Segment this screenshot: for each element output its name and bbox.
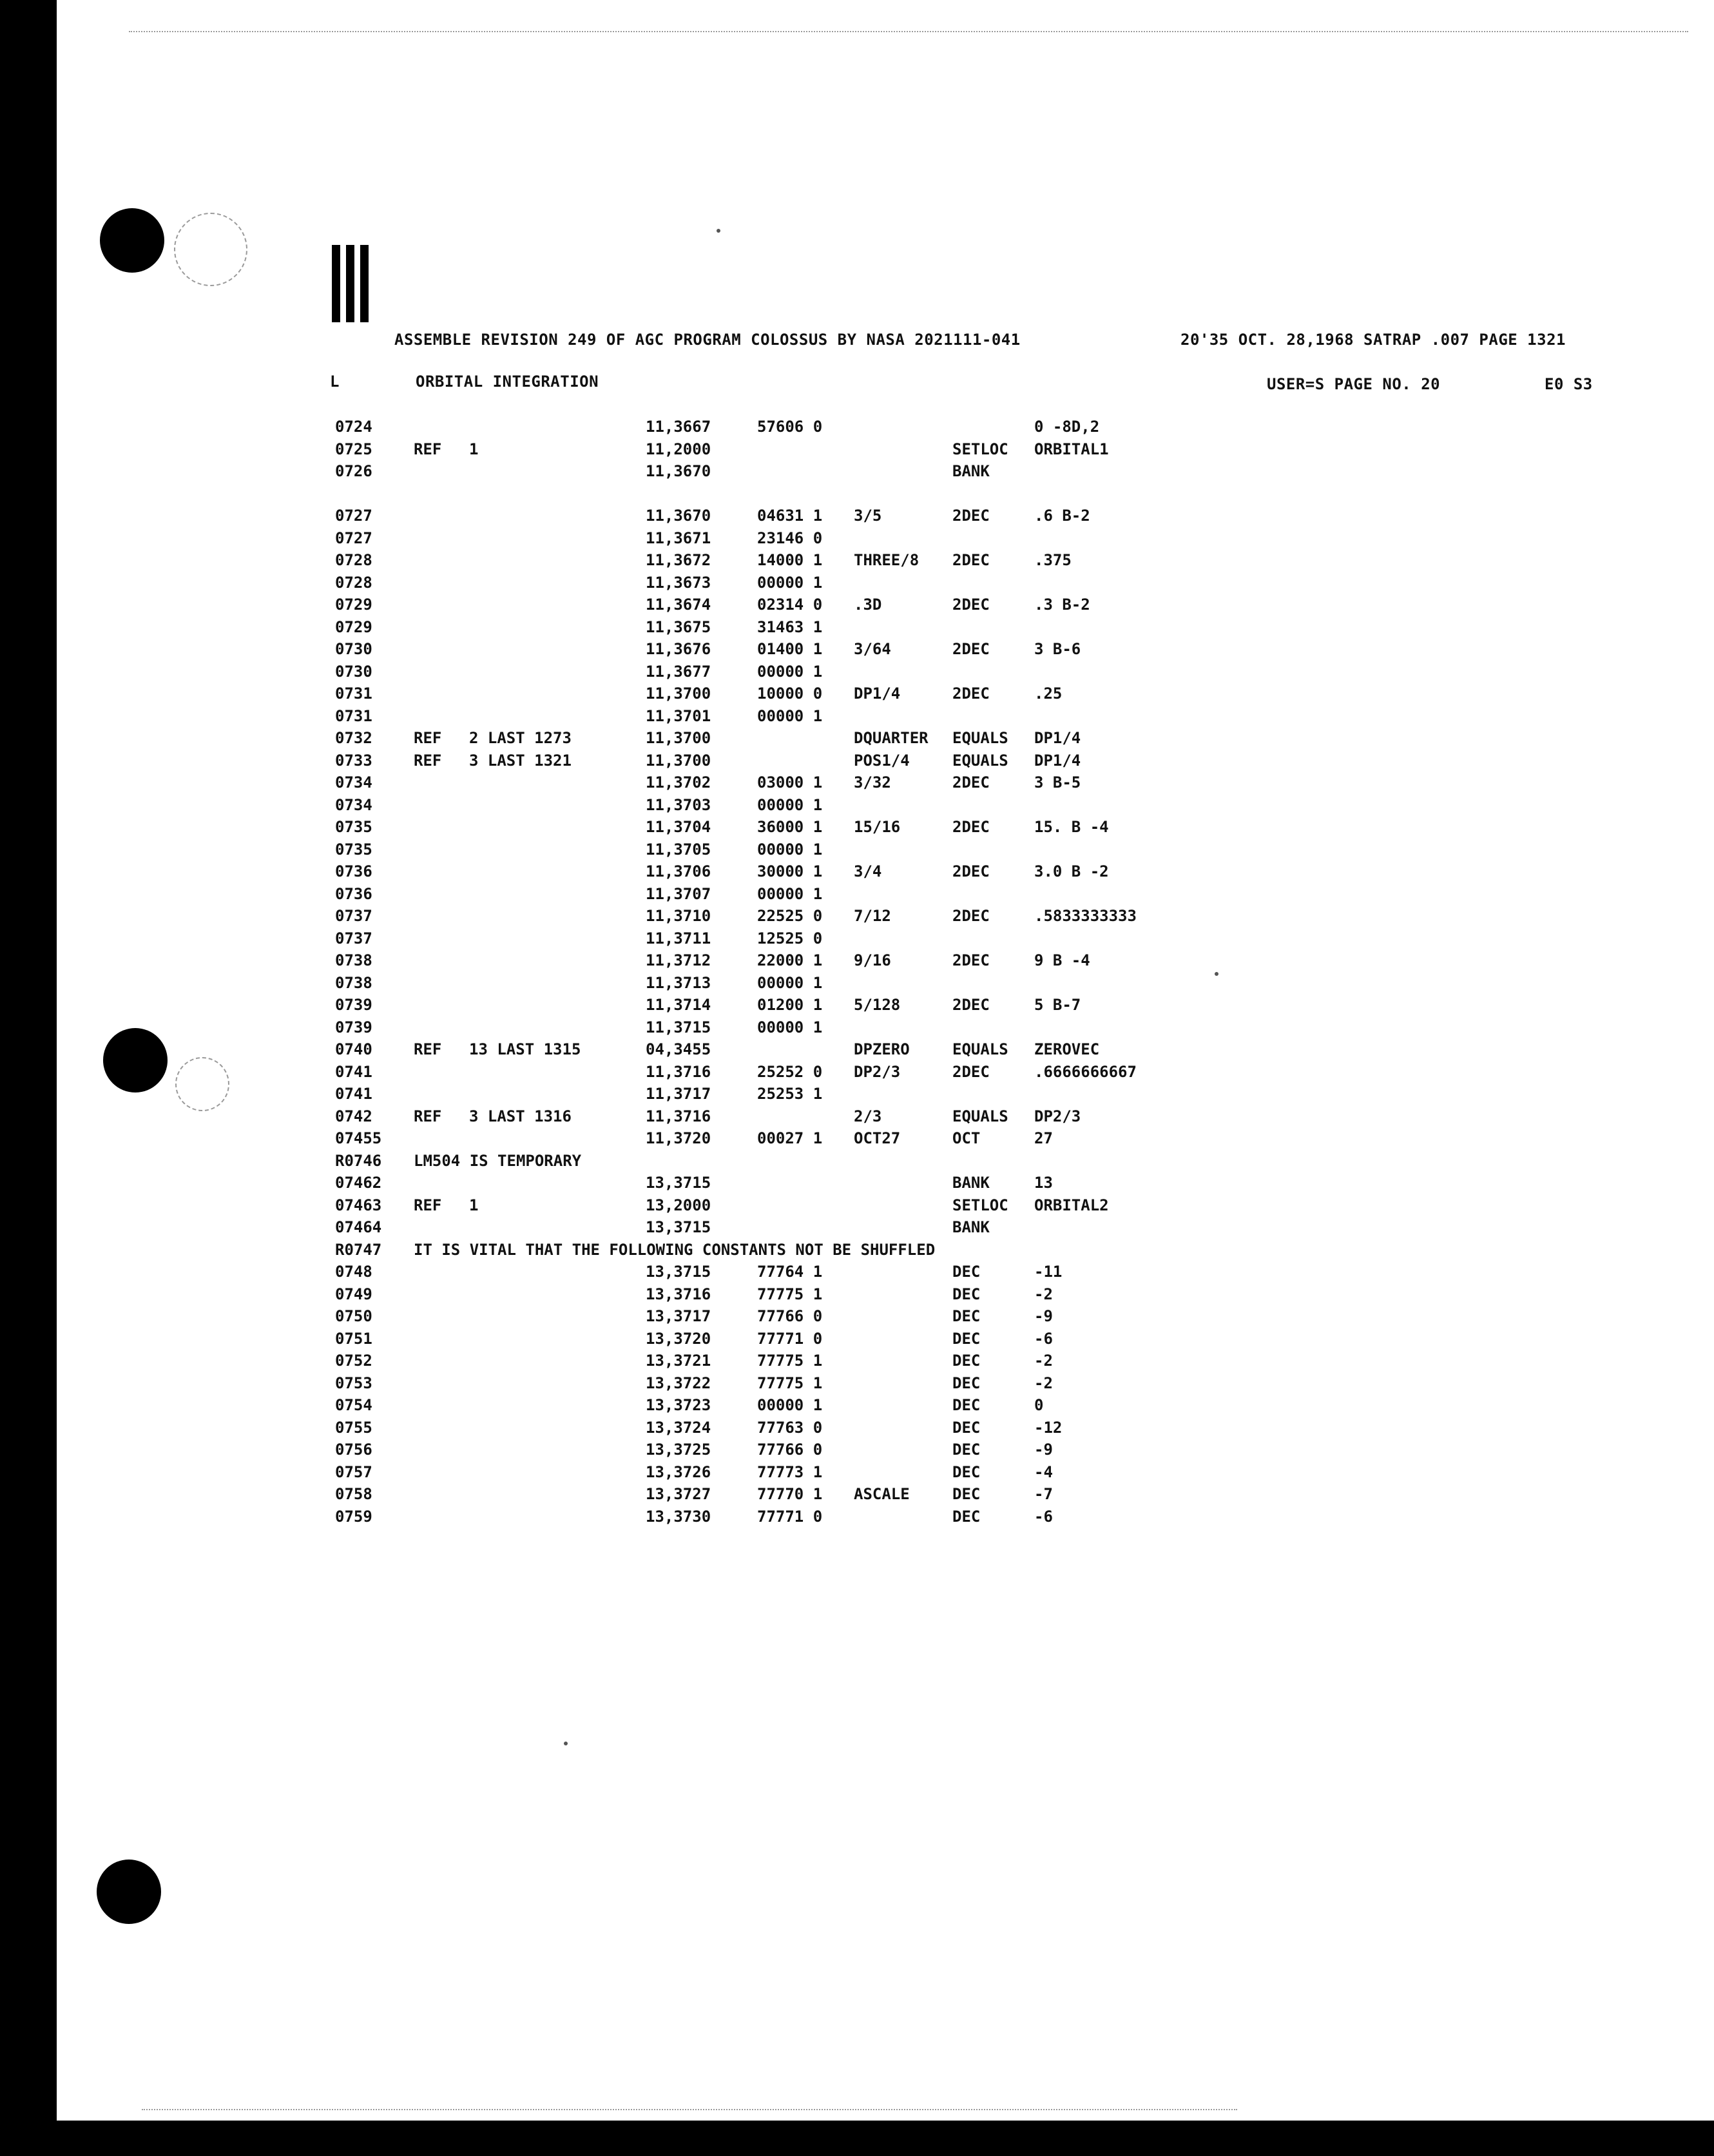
instruction: DEC bbox=[952, 1263, 981, 1281]
line-number: 0748 bbox=[335, 1263, 372, 1281]
ref-args: 3 LAST 1316 bbox=[469, 1107, 572, 1125]
line-number: 0738 bbox=[335, 973, 372, 992]
ref-marker: REF bbox=[414, 729, 442, 747]
address: 11,3667 bbox=[646, 418, 711, 436]
symbol-label: ASCALE bbox=[854, 1485, 910, 1503]
address: 13,3715 bbox=[646, 1263, 711, 1281]
header-mark-l: L bbox=[330, 373, 340, 391]
line-number: 0726 bbox=[335, 462, 372, 480]
line-number: 0727 bbox=[335, 529, 372, 547]
address: 13,3726 bbox=[646, 1462, 711, 1481]
operand: 0 bbox=[1034, 1396, 1044, 1414]
instruction: 2DEC bbox=[952, 507, 990, 525]
operand: ORBITAL1 bbox=[1034, 440, 1109, 458]
address: 11,3674 bbox=[646, 596, 711, 614]
object-code: 77771 0 bbox=[757, 1329, 823, 1348]
address: 13,3727 bbox=[646, 1485, 711, 1503]
listing-row bbox=[0, 418, 1714, 440]
operand: .6 B-2 bbox=[1034, 507, 1090, 525]
line-number: 0727 bbox=[335, 507, 372, 525]
object-code: 00000 1 bbox=[757, 1018, 823, 1036]
operand: 15. B -4 bbox=[1034, 818, 1109, 836]
instruction: OCT bbox=[952, 1129, 981, 1147]
operand: .6666666667 bbox=[1034, 1062, 1137, 1081]
ref-args: 1 bbox=[469, 1196, 479, 1214]
instruction: DEC bbox=[952, 1285, 981, 1303]
scan-speck bbox=[717, 229, 720, 233]
operand: -6 bbox=[1034, 1507, 1053, 1526]
listing-row bbox=[0, 1330, 1714, 1352]
instruction: DEC bbox=[952, 1507, 981, 1526]
address: 11,3676 bbox=[646, 640, 711, 658]
listing-row bbox=[0, 1129, 1714, 1152]
instruction: BANK bbox=[952, 1218, 990, 1236]
header-user-page: USER=S PAGE NO. 20 bbox=[1267, 375, 1441, 393]
instruction: DEC bbox=[952, 1396, 981, 1414]
instruction: DEC bbox=[952, 1462, 981, 1481]
symbol-label: 15/16 bbox=[854, 818, 901, 836]
line-number: 0752 bbox=[335, 1352, 372, 1370]
punch-hole-top bbox=[100, 208, 164, 273]
address: 11,3701 bbox=[646, 706, 711, 725]
instruction: 2DEC bbox=[952, 996, 990, 1014]
object-code: 57606 0 bbox=[757, 418, 823, 436]
object-code: 23146 0 bbox=[757, 529, 823, 547]
line-number: 0731 bbox=[335, 706, 372, 725]
listing-row bbox=[0, 1352, 1714, 1374]
address: 11,3700 bbox=[646, 751, 711, 770]
line-number: 0754 bbox=[335, 1396, 372, 1414]
line-number: R0746 bbox=[335, 1151, 382, 1170]
instruction: 2DEC bbox=[952, 596, 990, 614]
instruction: DEC bbox=[952, 1329, 981, 1348]
operand: 27 bbox=[1034, 1129, 1053, 1147]
listing-row bbox=[0, 551, 1714, 574]
line-number: 0759 bbox=[335, 1507, 372, 1526]
line-number: 0750 bbox=[335, 1307, 372, 1325]
address: 13,3717 bbox=[646, 1307, 711, 1325]
object-code: 77770 1 bbox=[757, 1485, 823, 1503]
object-code: 14000 1 bbox=[757, 551, 823, 569]
listing-row bbox=[0, 1485, 1714, 1508]
ref-marker: REF bbox=[414, 751, 442, 770]
line-number: 0737 bbox=[335, 907, 372, 925]
operand: DP1/4 bbox=[1034, 751, 1081, 770]
operand: 3 B-5 bbox=[1034, 773, 1081, 792]
symbol-label: 9/16 bbox=[854, 951, 891, 969]
object-code: 00000 1 bbox=[757, 973, 823, 992]
object-code: 30000 1 bbox=[757, 862, 823, 880]
line-number: 0741 bbox=[335, 1085, 372, 1103]
address: 11,3672 bbox=[646, 551, 711, 569]
operand: .25 bbox=[1034, 685, 1063, 703]
address: 13,3730 bbox=[646, 1507, 711, 1526]
remark-text: IT IS VITAL THAT THE FOLLOWING CONSTANTS NOT BE SHUFFLED bbox=[414, 1240, 936, 1259]
instruction: DEC bbox=[952, 1307, 981, 1325]
listing-row bbox=[0, 1285, 1714, 1308]
object-code: 77766 0 bbox=[757, 1441, 823, 1459]
listing-row bbox=[0, 1396, 1714, 1419]
listing-row bbox=[0, 729, 1714, 752]
line-number: 0740 bbox=[335, 1040, 372, 1058]
instruction: 2DEC bbox=[952, 818, 990, 836]
listing-row bbox=[0, 574, 1714, 596]
object-code: 77775 1 bbox=[757, 1352, 823, 1370]
address: 11,3707 bbox=[646, 884, 711, 903]
line-number: 0737 bbox=[335, 929, 372, 947]
listing-row bbox=[0, 685, 1714, 707]
scan-speck bbox=[564, 1742, 568, 1745]
symbol-label: 2/3 bbox=[854, 1107, 882, 1125]
symbol-label: DP2/3 bbox=[854, 1062, 901, 1081]
object-code: 04631 1 bbox=[757, 507, 823, 525]
line-number: 0741 bbox=[335, 1062, 372, 1081]
operand: -9 bbox=[1034, 1307, 1053, 1325]
operand: .3 B-2 bbox=[1034, 596, 1090, 614]
object-code: 77764 1 bbox=[757, 1263, 823, 1281]
instruction: EQUALS bbox=[952, 1107, 1008, 1125]
listing-row bbox=[0, 1196, 1714, 1219]
symbol-label: 3/5 bbox=[854, 507, 882, 525]
instruction: DEC bbox=[952, 1374, 981, 1392]
listing-row bbox=[0, 640, 1714, 663]
listing-row bbox=[0, 1307, 1714, 1330]
line-number: 0756 bbox=[335, 1441, 372, 1459]
listing-row bbox=[0, 1107, 1714, 1130]
operand: -7 bbox=[1034, 1485, 1053, 1503]
object-code: 00000 1 bbox=[757, 706, 823, 725]
listing-row bbox=[0, 752, 1714, 774]
address: 11,3700 bbox=[646, 729, 711, 747]
operand: -2 bbox=[1034, 1352, 1053, 1370]
object-code: 36000 1 bbox=[757, 818, 823, 836]
symbol-label: 3/64 bbox=[854, 640, 891, 658]
operand: -6 bbox=[1034, 1329, 1053, 1348]
listing-row bbox=[0, 663, 1714, 685]
address: 13,3721 bbox=[646, 1352, 711, 1370]
line-number: 0730 bbox=[335, 662, 372, 681]
address: 11,3710 bbox=[646, 907, 711, 925]
symbol-label: DQUARTER bbox=[854, 729, 929, 747]
object-code: 00000 1 bbox=[757, 662, 823, 681]
instruction: BANK bbox=[952, 1174, 990, 1192]
instruction: EQUALS bbox=[952, 1040, 1008, 1058]
ref-marker: REF bbox=[414, 1107, 442, 1125]
listing-row bbox=[0, 1263, 1714, 1285]
address: 11,3720 bbox=[646, 1129, 711, 1147]
ref-marker: REF bbox=[414, 1040, 442, 1058]
operand: -4 bbox=[1034, 1462, 1053, 1481]
operand: .5833333333 bbox=[1034, 907, 1137, 925]
address: 11,3670 bbox=[646, 462, 711, 480]
symbol-label: 7/12 bbox=[854, 907, 891, 925]
listing-row bbox=[0, 951, 1714, 974]
line-number: 07462 bbox=[335, 1174, 382, 1192]
listing-row bbox=[0, 773, 1714, 796]
listing-row bbox=[0, 1241, 1714, 1263]
header-assembly-line: ASSEMBLE REVISION 249 OF AGC PROGRAM COLOSSUS BY NASA 2021111-041 bbox=[394, 331, 1021, 349]
instruction: DEC bbox=[952, 1441, 981, 1459]
object-code: 00027 1 bbox=[757, 1129, 823, 1147]
instruction: 2DEC bbox=[952, 773, 990, 792]
operand: -2 bbox=[1034, 1374, 1053, 1392]
operand: -12 bbox=[1034, 1418, 1063, 1437]
operand: DP2/3 bbox=[1034, 1107, 1081, 1125]
operand: -11 bbox=[1034, 1263, 1063, 1281]
line-number: 0734 bbox=[335, 795, 372, 814]
scan-border-bottom bbox=[0, 2121, 1714, 2156]
line-number: 0730 bbox=[335, 640, 372, 658]
address: 11,3675 bbox=[646, 617, 711, 636]
ref-marker: REF bbox=[414, 440, 442, 458]
listing-row bbox=[0, 974, 1714, 996]
object-code: 00000 1 bbox=[757, 795, 823, 814]
object-code: 77773 1 bbox=[757, 1462, 823, 1481]
address: 13,3720 bbox=[646, 1329, 711, 1348]
object-code: 03000 1 bbox=[757, 773, 823, 792]
operand: .375 bbox=[1034, 551, 1072, 569]
line-number: 0738 bbox=[335, 951, 372, 969]
line-number: 0731 bbox=[335, 685, 372, 703]
line-number: 07455 bbox=[335, 1129, 382, 1147]
instruction: 2DEC bbox=[952, 551, 990, 569]
instruction: 2DEC bbox=[952, 951, 990, 969]
address: 11,3677 bbox=[646, 662, 711, 681]
operand: 0 -8D,2 bbox=[1034, 418, 1100, 436]
address: 11,3673 bbox=[646, 573, 711, 592]
listing-row bbox=[0, 1419, 1714, 1441]
operand: ZEROVEC bbox=[1034, 1040, 1100, 1058]
listing-row bbox=[0, 596, 1714, 618]
address: 13,3723 bbox=[646, 1396, 711, 1414]
listing-row bbox=[0, 507, 1714, 529]
object-code: 25252 0 bbox=[757, 1062, 823, 1081]
symbol-label: 3/4 bbox=[854, 862, 882, 880]
address: 11,3671 bbox=[646, 529, 711, 547]
symbol-label: 5/128 bbox=[854, 996, 901, 1014]
object-code: 77771 0 bbox=[757, 1507, 823, 1526]
line-number: 0742 bbox=[335, 1107, 372, 1125]
symbol-label: THREE/8 bbox=[854, 551, 920, 569]
listing-row bbox=[0, 862, 1714, 885]
instruction: DEC bbox=[952, 1485, 981, 1503]
listing-row bbox=[0, 440, 1714, 463]
object-code: 77766 0 bbox=[757, 1307, 823, 1325]
instruction: DEC bbox=[952, 1352, 981, 1370]
line-number: 0755 bbox=[335, 1418, 372, 1437]
address: 11,3716 bbox=[646, 1107, 711, 1125]
listing-row bbox=[0, 1018, 1714, 1041]
line-number: 0751 bbox=[335, 1329, 372, 1348]
line-number: 0728 bbox=[335, 551, 372, 569]
object-code: 25253 1 bbox=[757, 1085, 823, 1103]
address: 13,3715 bbox=[646, 1218, 711, 1236]
line-number: 0734 bbox=[335, 773, 372, 792]
operand: 13 bbox=[1034, 1174, 1053, 1192]
listing-row bbox=[0, 485, 1714, 507]
object-code: 77775 1 bbox=[757, 1285, 823, 1303]
line-number: 0729 bbox=[335, 596, 372, 614]
instruction: 2DEC bbox=[952, 685, 990, 703]
object-code: 00000 1 bbox=[757, 840, 823, 859]
object-code: 22000 1 bbox=[757, 951, 823, 969]
address: 11,3700 bbox=[646, 685, 711, 703]
punch-hole-bottom bbox=[97, 1860, 161, 1924]
instruction: 2DEC bbox=[952, 640, 990, 658]
instruction: 2DEC bbox=[952, 862, 990, 880]
operand: -9 bbox=[1034, 1441, 1053, 1459]
operand: DP1/4 bbox=[1034, 729, 1081, 747]
object-code: 00000 1 bbox=[757, 1396, 823, 1414]
remark-text: LM504 IS TEMPORARY bbox=[414, 1151, 582, 1170]
line-number: 0736 bbox=[335, 884, 372, 903]
object-code: 10000 0 bbox=[757, 685, 823, 703]
punch-hole-ring-top bbox=[174, 213, 247, 286]
line-number: 0758 bbox=[335, 1485, 372, 1503]
instruction: EQUALS bbox=[952, 729, 1008, 747]
address: 11,3716 bbox=[646, 1062, 711, 1081]
line-number: 0733 bbox=[335, 751, 372, 770]
address: 11,3703 bbox=[646, 795, 711, 814]
address: 13,3722 bbox=[646, 1374, 711, 1392]
address: 04,3455 bbox=[646, 1040, 711, 1058]
object-code: 77763 0 bbox=[757, 1418, 823, 1437]
address: 11,3705 bbox=[646, 840, 711, 859]
address: 11,3715 bbox=[646, 1018, 711, 1036]
line-number: 0753 bbox=[335, 1374, 372, 1392]
address: 13,3725 bbox=[646, 1441, 711, 1459]
object-code: 00000 1 bbox=[757, 573, 823, 592]
listing-row bbox=[0, 618, 1714, 641]
symbol-label: 3/32 bbox=[854, 773, 891, 792]
operand: 9 B -4 bbox=[1034, 951, 1090, 969]
operand: 3.0 B -2 bbox=[1034, 862, 1109, 880]
listing-row bbox=[0, 529, 1714, 552]
ref-args: 1 bbox=[469, 440, 479, 458]
line-number: 0728 bbox=[335, 573, 372, 592]
address: 11,3717 bbox=[646, 1085, 711, 1103]
header-bars-mark bbox=[332, 245, 374, 325]
line-number: 0735 bbox=[335, 840, 372, 859]
listing-row bbox=[0, 1063, 1714, 1085]
address: 11,3711 bbox=[646, 929, 711, 947]
address: 11,3714 bbox=[646, 996, 711, 1014]
line-number: 0725 bbox=[335, 440, 372, 458]
operand: 5 B-7 bbox=[1034, 996, 1081, 1014]
object-code: 01200 1 bbox=[757, 996, 823, 1014]
line-number: 0739 bbox=[335, 996, 372, 1014]
listing-row bbox=[0, 1152, 1714, 1174]
listing-row bbox=[0, 818, 1714, 840]
line-number: 0735 bbox=[335, 818, 372, 836]
symbol-label: OCT27 bbox=[854, 1129, 901, 1147]
object-code: 00000 1 bbox=[757, 884, 823, 903]
object-code: 01400 1 bbox=[757, 640, 823, 658]
listing-row bbox=[0, 1174, 1714, 1196]
line-number: 0739 bbox=[335, 1018, 372, 1036]
address: 11,3704 bbox=[646, 818, 711, 836]
header-date-page: 20'35 OCT. 28,1968 SATRAP .007 PAGE 1321 bbox=[1180, 331, 1566, 349]
instruction: 2DEC bbox=[952, 1062, 990, 1081]
line-number: 07463 bbox=[335, 1196, 382, 1214]
object-code: 22525 0 bbox=[757, 907, 823, 925]
object-code: 12525 0 bbox=[757, 929, 823, 947]
instruction: EQUALS bbox=[952, 751, 1008, 770]
instruction: SETLOC bbox=[952, 440, 1008, 458]
address: 11,3702 bbox=[646, 773, 711, 792]
line-number: 07464 bbox=[335, 1218, 382, 1236]
ref-args: 3 LAST 1321 bbox=[469, 751, 572, 770]
instruction: DEC bbox=[952, 1418, 981, 1437]
operand: -2 bbox=[1034, 1285, 1053, 1303]
operand: ORBITAL2 bbox=[1034, 1196, 1109, 1214]
listing-row bbox=[0, 840, 1714, 863]
listing-row bbox=[0, 1218, 1714, 1241]
listing-row bbox=[0, 1463, 1714, 1486]
line-number: R0747 bbox=[335, 1240, 382, 1259]
symbol-label: .3D bbox=[854, 596, 882, 614]
listing-row bbox=[0, 885, 1714, 908]
listing-row bbox=[0, 462, 1714, 485]
listing-row bbox=[0, 1508, 1714, 1530]
line-number: 0749 bbox=[335, 1285, 372, 1303]
address: 11,2000 bbox=[646, 440, 711, 458]
ref-marker: REF bbox=[414, 1196, 442, 1214]
code-listing bbox=[0, 418, 1714, 1530]
address: 13,3715 bbox=[646, 1174, 711, 1192]
address: 11,3706 bbox=[646, 862, 711, 880]
listing-row bbox=[0, 1441, 1714, 1463]
scan-dots-top bbox=[129, 31, 1688, 32]
object-code: 77775 1 bbox=[757, 1374, 823, 1392]
listing-row bbox=[0, 1085, 1714, 1107]
scan-dots-bottom bbox=[142, 2109, 1237, 2110]
listing-row bbox=[0, 1374, 1714, 1397]
address: 13,3724 bbox=[646, 1418, 711, 1437]
listing-row bbox=[0, 929, 1714, 952]
symbol-label: DP1/4 bbox=[854, 685, 901, 703]
object-code: 31463 1 bbox=[757, 617, 823, 636]
instruction: 2DEC bbox=[952, 907, 990, 925]
address: 13,3716 bbox=[646, 1285, 711, 1303]
header-section-title: ORBITAL INTEGRATION bbox=[416, 373, 599, 391]
address: 13,2000 bbox=[646, 1196, 711, 1214]
listing-row bbox=[0, 1040, 1714, 1063]
line-number: 0732 bbox=[335, 729, 372, 747]
line-number: 0724 bbox=[335, 418, 372, 436]
listing-row bbox=[0, 996, 1714, 1018]
symbol-label: DPZERO bbox=[854, 1040, 910, 1058]
symbol-label: POS1/4 bbox=[854, 751, 910, 770]
line-number: 0729 bbox=[335, 617, 372, 636]
address: 11,3712 bbox=[646, 951, 711, 969]
ref-args: 2 LAST 1273 bbox=[469, 729, 572, 747]
address: 11,3670 bbox=[646, 507, 711, 525]
header-e0-s3: E0 S3 bbox=[1545, 375, 1593, 393]
operand: 3 B-6 bbox=[1034, 640, 1081, 658]
object-code: 02314 0 bbox=[757, 596, 823, 614]
line-number: 0757 bbox=[335, 1462, 372, 1481]
instruction: SETLOC bbox=[952, 1196, 1008, 1214]
address: 11,3713 bbox=[646, 973, 711, 992]
ref-args: 13 LAST 1315 bbox=[469, 1040, 581, 1058]
instruction: BANK bbox=[952, 462, 990, 480]
listing-row bbox=[0, 796, 1714, 819]
listing-row bbox=[0, 907, 1714, 929]
line-number: 0736 bbox=[335, 862, 372, 880]
listing-row bbox=[0, 707, 1714, 730]
